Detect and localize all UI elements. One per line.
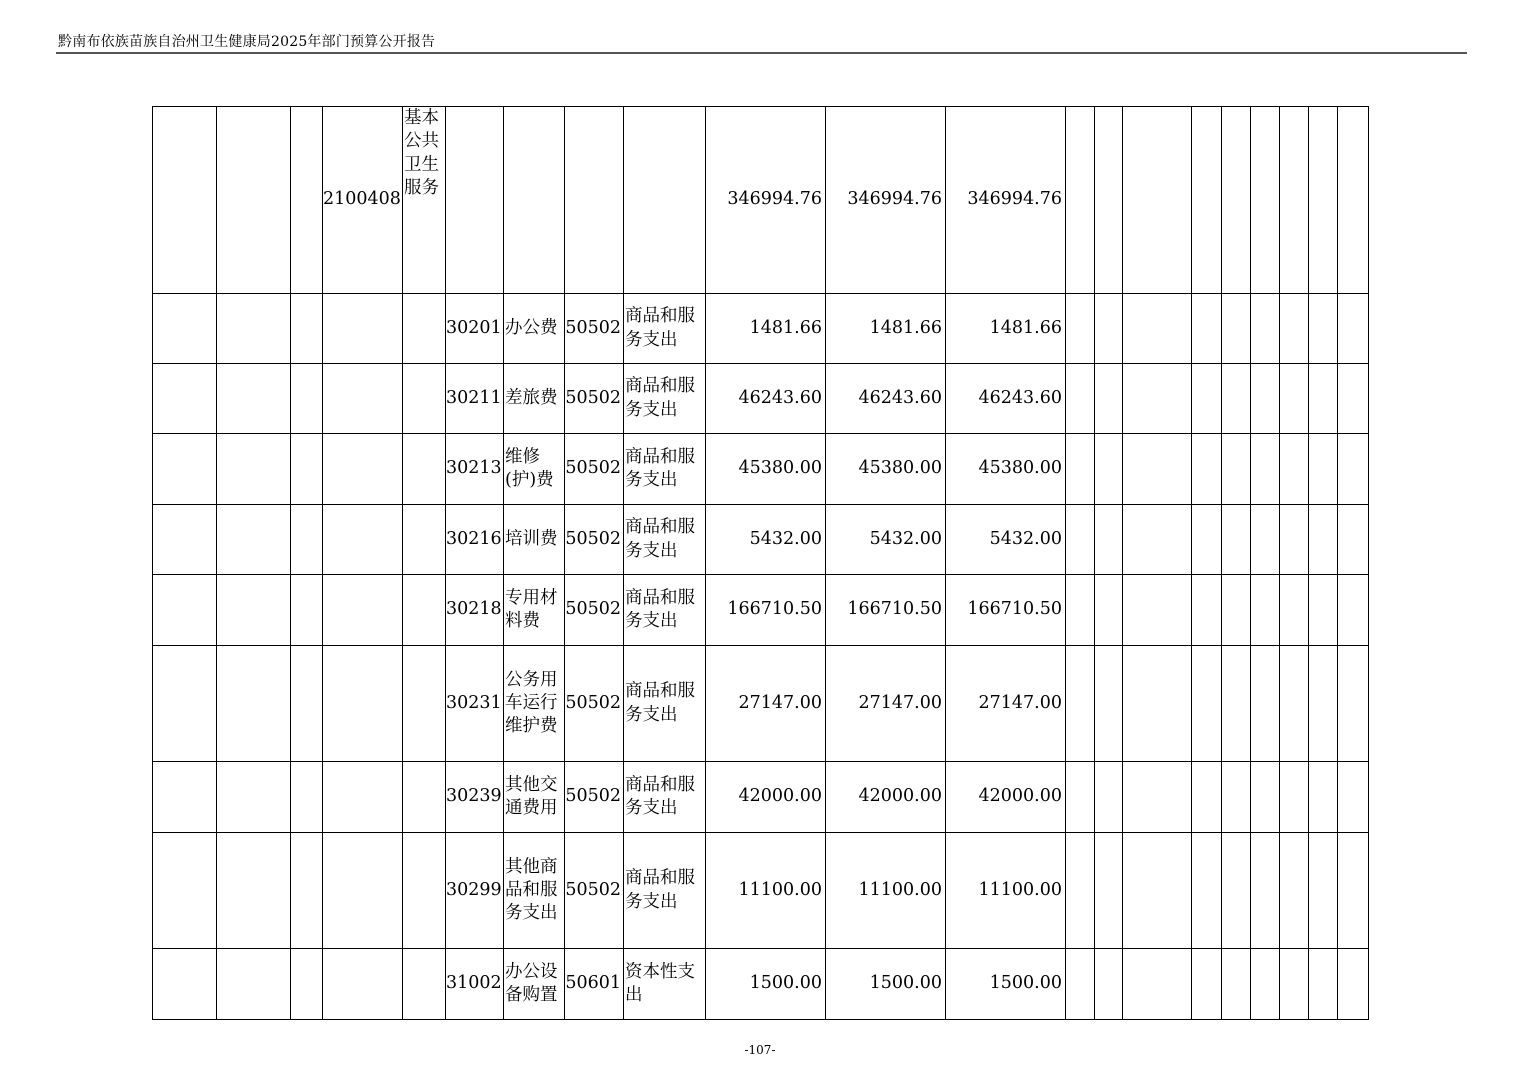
empty-cell [403,949,446,1020]
empty-cell [1309,646,1338,762]
empty-cell [291,575,323,646]
empty-cell [1222,949,1251,1020]
empty-cell [153,434,217,505]
table-row [153,762,1369,833]
empty-cell [291,505,323,575]
empty-cell [1192,434,1222,505]
gov-name: 商品和服务支出 [624,762,706,833]
empty-cell [291,107,323,294]
empty-cell [323,575,403,646]
econ-name: 办公费 [504,294,565,364]
empty-cell [1066,833,1095,949]
empty-cell [217,364,291,434]
empty-cell [1222,294,1251,364]
row-amount: 166710.50 [826,575,946,646]
section-amount: 346994.76 [826,107,946,294]
gov-name: 商品和服务支出 [624,646,706,762]
empty-cell [1309,505,1338,575]
row-basic: 27147.00 [946,646,1066,762]
section-total: 346994.76 [706,107,826,294]
empty-cell [1192,949,1222,1020]
empty-cell [153,107,217,294]
gov-name: 商品和服务支出 [624,294,706,364]
empty-cell [153,646,217,762]
empty-cell [1280,646,1309,762]
econ-code: 30213 [446,434,504,505]
gov-name: 商品和服务支出 [624,505,706,575]
empty-cell [1251,294,1280,364]
row-total: 1500.00 [706,949,826,1020]
empty-cell [1309,762,1338,833]
empty-cell [403,646,446,762]
empty-cell [1338,949,1369,1020]
empty-cell [1123,575,1192,646]
empty-cell [1192,575,1222,646]
empty-cell [1309,294,1338,364]
empty-cell [403,434,446,505]
empty-cell [153,949,217,1020]
empty-cell [1280,505,1309,575]
empty-cell [1251,646,1280,762]
gov-name: 商品和服务支出 [624,434,706,505]
empty-cell [1251,505,1280,575]
gov-code: 50601 [565,949,624,1020]
row-basic: 5432.00 [946,505,1066,575]
empty-cell [403,762,446,833]
gov-code: 50502 [565,294,624,364]
econ-code: 30231 [446,646,504,762]
row-basic: 45380.00 [946,434,1066,505]
empty-cell [1222,505,1251,575]
table-row [153,434,1369,505]
empty-cell [1066,294,1095,364]
row-amount: 45380.00 [826,434,946,505]
empty-cell [217,762,291,833]
empty-cell [1123,833,1192,949]
table-row [153,505,1369,575]
row-basic: 166710.50 [946,575,1066,646]
empty-cell [153,505,217,575]
gov-code: 50502 [565,434,624,505]
empty-cell [1280,949,1309,1020]
empty-cell [1280,107,1309,294]
empty-cell [323,505,403,575]
empty-cell [1251,434,1280,505]
econ-name: 维修(护)费 [504,434,565,505]
empty-cell [1066,364,1095,434]
empty-cell [291,294,323,364]
empty-cell [217,646,291,762]
gov-name: 商品和服务支出 [624,575,706,646]
empty-cell [1309,833,1338,949]
econ-code: 31002 [446,949,504,1020]
econ-code: 30201 [446,294,504,364]
row-total: 42000.00 [706,762,826,833]
econ-name: 专用材料费 [504,575,565,646]
table-row [153,646,1369,762]
empty-cell [1095,364,1123,434]
row-basic: 42000.00 [946,762,1066,833]
gov-code: 50502 [565,762,624,833]
row-amount: 1481.66 [826,294,946,364]
empty-cell [1095,646,1123,762]
empty-cell [217,833,291,949]
empty-cell [403,505,446,575]
econ-name: 其他交通费用 [504,762,565,833]
row-amount: 46243.60 [826,364,946,434]
empty-cell [323,364,403,434]
empty-cell [1123,762,1192,833]
row-total: 166710.50 [706,575,826,646]
empty-cell [1338,505,1369,575]
empty-cell [1066,505,1095,575]
row-amount: 5432.00 [826,505,946,575]
empty-cell [323,833,403,949]
empty-cell [1095,294,1123,364]
table-row [153,294,1369,364]
empty-cell [403,364,446,434]
row-basic: 11100.00 [946,833,1066,949]
empty-cell [565,107,624,294]
empty-cell [1338,575,1369,646]
gov-code: 50502 [565,505,624,575]
empty-cell [1222,762,1251,833]
empty-cell [1192,505,1222,575]
row-total: 27147.00 [706,646,826,762]
empty-cell [1123,949,1192,1020]
empty-cell [217,575,291,646]
empty-cell [291,762,323,833]
empty-cell [217,294,291,364]
empty-cell [1066,107,1095,294]
econ-name: 办公设备购置 [504,949,565,1020]
row-amount: 42000.00 [826,762,946,833]
empty-cell [446,107,504,294]
empty-cell [323,646,403,762]
empty-cell [153,833,217,949]
empty-cell [1066,434,1095,505]
table-row-section [153,107,1369,294]
empty-cell [1280,294,1309,364]
gov-code: 50502 [565,833,624,949]
empty-cell [504,107,565,294]
empty-cell [1251,762,1280,833]
empty-cell [323,294,403,364]
empty-cell [291,833,323,949]
empty-cell [217,434,291,505]
empty-cell [1338,107,1369,294]
row-total: 1481.66 [706,294,826,364]
empty-cell [1309,364,1338,434]
empty-cell [291,949,323,1020]
empty-cell [1309,107,1338,294]
empty-cell [1222,364,1251,434]
empty-cell [217,949,291,1020]
empty-cell [323,949,403,1020]
empty-cell [1309,949,1338,1020]
empty-cell [1123,107,1192,294]
empty-cell [1192,107,1222,294]
gov-name: 商品和服务支出 [624,364,706,434]
empty-cell [153,575,217,646]
empty-cell [1222,833,1251,949]
row-total: 46243.60 [706,364,826,434]
gov-code: 50502 [565,575,624,646]
empty-cell [323,434,403,505]
empty-cell [403,833,446,949]
empty-cell [1095,833,1123,949]
gov-code: 50502 [565,364,624,434]
empty-cell [1192,364,1222,434]
empty-cell [1338,646,1369,762]
empty-cell [1251,364,1280,434]
empty-cell [1095,107,1123,294]
empty-cell [624,107,706,294]
empty-cell [1280,833,1309,949]
row-total: 11100.00 [706,833,826,949]
row-basic: 46243.60 [946,364,1066,434]
empty-cell [1222,434,1251,505]
row-amount: 1500.00 [826,949,946,1020]
empty-cell [1192,762,1222,833]
empty-cell [1251,833,1280,949]
empty-cell [291,364,323,434]
header-divider [56,52,1467,54]
empty-cell [1066,949,1095,1020]
empty-cell [1192,646,1222,762]
empty-cell [1338,364,1369,434]
empty-cell [403,575,446,646]
empty-cell [1222,107,1251,294]
empty-cell [1123,505,1192,575]
empty-cell [217,107,291,294]
row-total: 5432.00 [706,505,826,575]
empty-cell [153,294,217,364]
empty-cell [1123,364,1192,434]
empty-cell [1309,434,1338,505]
econ-name: 其他商品和服务支出 [504,833,565,949]
empty-cell [1095,434,1123,505]
empty-cell [1066,762,1095,833]
econ-code: 30216 [446,505,504,575]
empty-cell [1251,575,1280,646]
table-row [153,949,1369,1020]
table-row [153,364,1369,434]
section-name: 基本公共卫生服务 [403,107,446,294]
table-row [153,833,1369,949]
econ-name: 公务用车运行维护费 [504,646,565,762]
page-number: -107- [744,1043,776,1057]
row-amount: 11100.00 [826,833,946,949]
econ-code: 30299 [446,833,504,949]
budget-expenditure-table [152,106,1369,1020]
empty-cell [217,505,291,575]
empty-cell [1192,294,1222,364]
row-amount: 27147.00 [826,646,946,762]
empty-cell [1309,575,1338,646]
empty-cell [1095,505,1123,575]
empty-cell [1280,364,1309,434]
row-total: 45380.00 [706,434,826,505]
row-basic: 1500.00 [946,949,1066,1020]
empty-cell [1123,646,1192,762]
empty-cell [1095,575,1123,646]
empty-cell [1251,949,1280,1020]
gov-name: 资本性支出 [624,949,706,1020]
table-row [153,575,1369,646]
empty-cell [1095,949,1123,1020]
empty-cell [1280,575,1309,646]
empty-cell [291,434,323,505]
empty-cell [1123,294,1192,364]
empty-cell [1280,762,1309,833]
empty-cell [1066,575,1095,646]
section-code: 2100408 [323,107,403,294]
row-basic: 1481.66 [946,294,1066,364]
empty-cell [1095,762,1123,833]
empty-cell [1251,107,1280,294]
empty-cell [403,294,446,364]
econ-name: 培训费 [504,505,565,575]
section-basic: 346994.76 [946,107,1066,294]
empty-cell [1222,575,1251,646]
econ-name: 差旅费 [504,364,565,434]
empty-cell [1123,434,1192,505]
empty-cell [1066,646,1095,762]
gov-name: 商品和服务支出 [624,833,706,949]
empty-cell [1338,294,1369,364]
empty-cell [323,762,403,833]
empty-cell [1192,833,1222,949]
empty-cell [153,762,217,833]
empty-cell [1280,434,1309,505]
empty-cell [153,364,217,434]
gov-code: 50502 [565,646,624,762]
econ-code: 30218 [446,575,504,646]
empty-cell [1338,833,1369,949]
empty-cell [1338,762,1369,833]
empty-cell [1222,646,1251,762]
report-header-title: 黔南布依族苗族自治州卫生健康局2025年部门预算公开报告 [58,34,436,50]
econ-code: 30239 [446,762,504,833]
empty-cell [291,646,323,762]
empty-cell [1338,434,1369,505]
econ-code: 30211 [446,364,504,434]
